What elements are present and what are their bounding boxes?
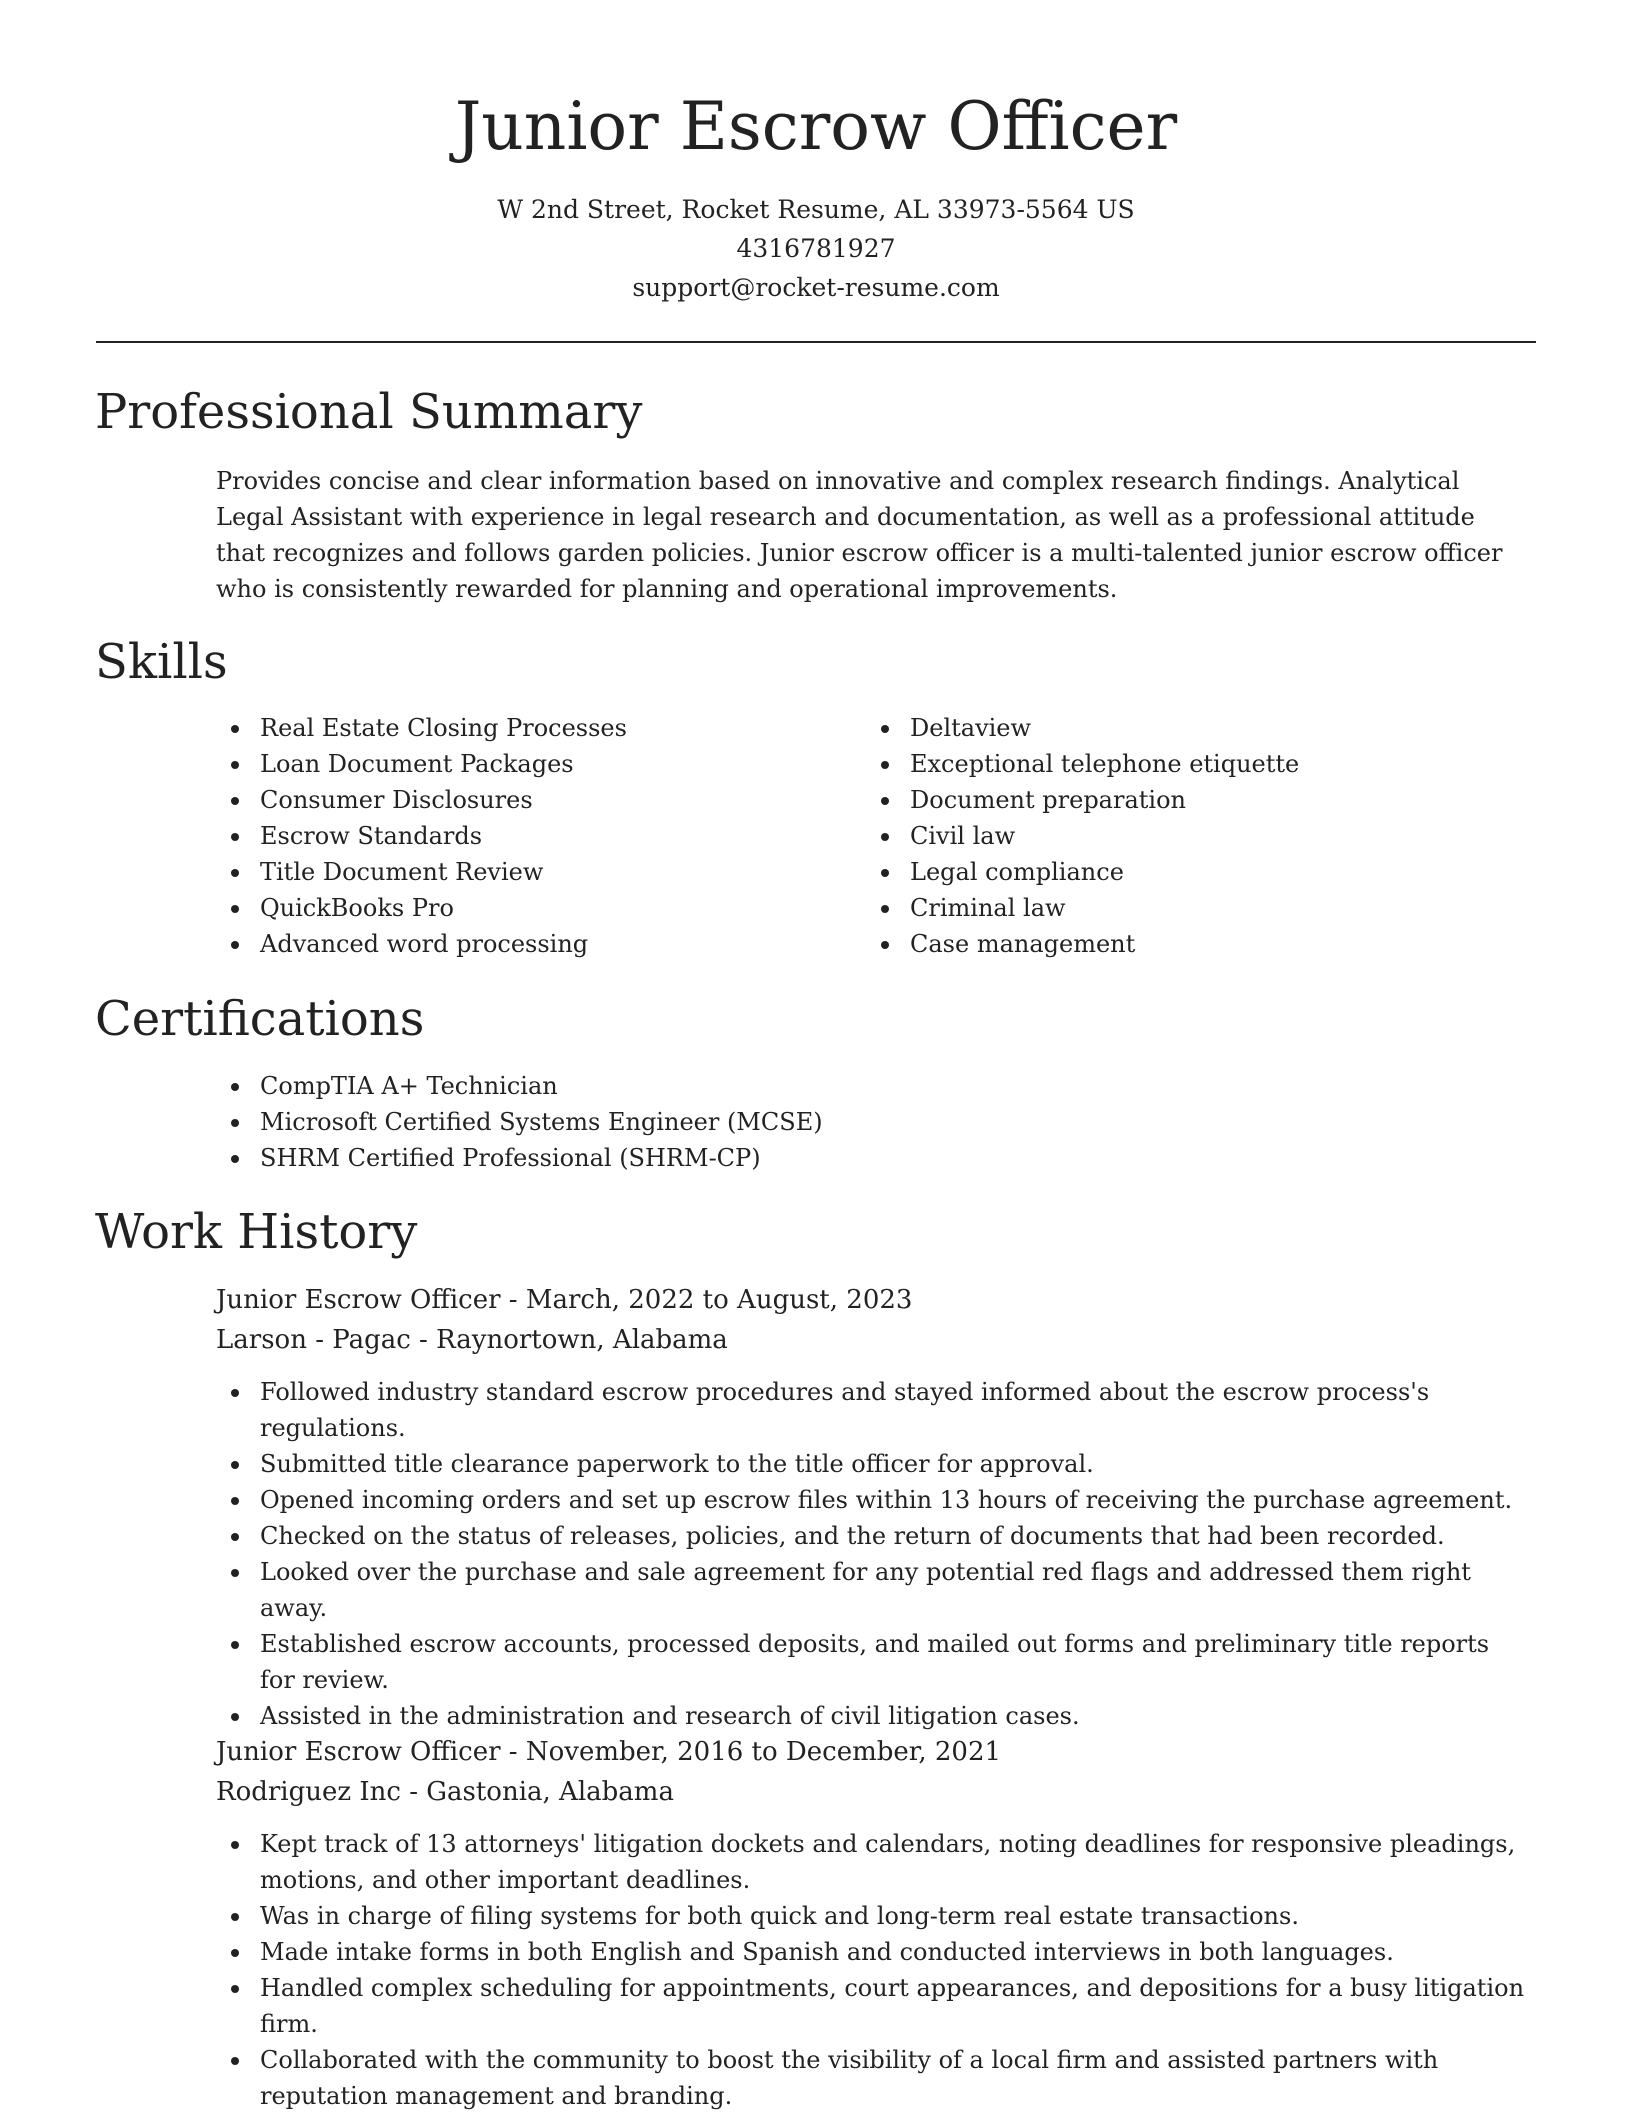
- list-item: Collaborated with the community to boost the visibility of a local firm and assisted partners with reputation management and branding.: [216, 2042, 1526, 2112]
- list-item: Real Estate Closing Processes: [216, 710, 627, 746]
- section-heading-summary: Professional Summary: [95, 384, 643, 440]
- candidate-name: Junior Escrow Officer: [454, 88, 1178, 165]
- list-item: Title Document Review: [216, 854, 627, 890]
- list-item: Opened incoming orders and set up escrow files within 13 hours of receiving the purchase agreement.: [216, 1482, 1526, 1518]
- list-item: Escrow Standards: [216, 818, 627, 854]
- list-item: Exceptional telephone etiquette: [866, 746, 1299, 782]
- list-item: Submitted title clearance paperwork to the title officer for approval.: [216, 1446, 1526, 1482]
- list-item: SHRM Certified Professional (SHRM-CP): [216, 1140, 823, 1176]
- list-item: Civil law: [866, 818, 1299, 854]
- contact-address: W 2nd Street, Rocket Resume, AL 33973-5564 US: [497, 195, 1135, 224]
- section-heading-certifications: Certifications: [95, 991, 425, 1047]
- contact-email: support@rocket-resume.com: [632, 273, 1000, 302]
- list-item: Consumer Disclosures: [216, 782, 627, 818]
- list-item: QuickBooks Pro: [216, 890, 627, 926]
- list-item: Document preparation: [866, 782, 1299, 818]
- certifications-list: [216, 1068, 823, 1176]
- section-heading-work-history: Work History: [95, 1204, 418, 1260]
- list-item: Criminal law: [866, 890, 1299, 926]
- job-bullets: [216, 1826, 1526, 2112]
- summary-text: Provides concise and clear information based on innovative and complex research findings. Analytical Legal Assistant with experience in legal research and documentation, as well as a professional attitude that recognizes and follows garden policies. Junior escrow officer is a multi-talented junior escrow officer who is consistently rewarded for planning and operational improvements.: [216, 467, 1503, 603]
- list-item: CompTIA A+ Technician: [216, 1068, 823, 1104]
- list-item: Advanced word processing: [216, 926, 627, 962]
- list-item: Assisted in the administration and research of civil litigation cases.: [216, 1698, 1526, 1734]
- list-item: Kept track of 13 attorneys' litigation dockets and calendars, noting deadlines for responsive pleadings, motions, and other important deadlines.: [216, 1826, 1526, 1898]
- section-heading-skills: Skills: [95, 634, 228, 690]
- header-divider: [96, 341, 1536, 343]
- list-item: Looked over the purchase and sale agreement for any potential red flags and addressed them right away.: [216, 1554, 1526, 1626]
- list-item: Deltaview: [866, 710, 1299, 746]
- list-item: Checked on the status of releases, policies, and the return of documents that had been recorded.: [216, 1518, 1526, 1554]
- list-item: Established escrow accounts, processed deposits, and mailed out forms and preliminary title reports for review.: [216, 1626, 1526, 1698]
- list-item: Legal compliance: [866, 854, 1299, 890]
- list-item: Loan Document Packages: [216, 746, 627, 782]
- list-item: Case management: [866, 926, 1299, 962]
- skills-list-left: [216, 710, 627, 962]
- job-company-line: Rodriguez Inc - Gastonia, Alabama: [216, 1777, 674, 1807]
- job-company-line: Larson - Pagac - Raynortown, Alabama: [216, 1325, 728, 1355]
- list-item: Followed industry standard escrow procedures and stayed informed about the escrow process's regulations.: [216, 1374, 1526, 1446]
- list-item: Handled complex scheduling for appointments, court appearances, and depositions for a busy litigation firm.: [216, 1970, 1526, 2042]
- job-bullets: [216, 1374, 1526, 1734]
- list-item: Microsoft Certified Systems Engineer (MCSE): [216, 1104, 823, 1140]
- job-title-line: Junior Escrow Officer - November, 2016 to December, 2021: [216, 1737, 1002, 1767]
- job-title-line: Junior Escrow Officer - March, 2022 to August, 2023: [216, 1285, 913, 1315]
- list-item: Was in charge of filing systems for both quick and long-term real estate transactions.: [216, 1898, 1526, 1934]
- skills-list-right: [866, 710, 1299, 962]
- contact-phone: 4316781927: [736, 234, 896, 263]
- list-item: Made intake forms in both English and Spanish and conducted interviews in both languages.: [216, 1934, 1526, 1970]
